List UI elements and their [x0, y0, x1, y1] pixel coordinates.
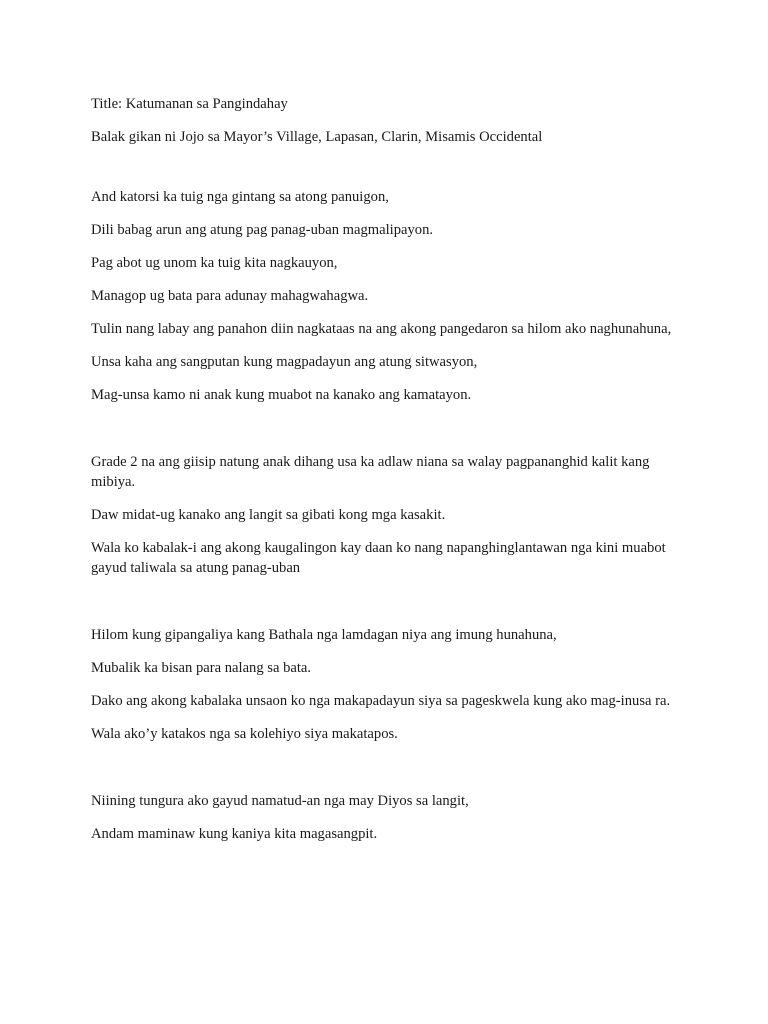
poem-line: Mubalik ka bisan para nalang sa bata. [91, 660, 312, 676]
spacer [91, 757, 676, 791]
stanza-1 [91, 187, 676, 405]
spacer [91, 160, 676, 187]
stanza-2 [91, 452, 676, 578]
stanza-4 [91, 791, 676, 844]
poem-line: And katorsi ka tuig nga gintang sa atong panuigon, [91, 189, 389, 205]
poem-document [91, 94, 676, 857]
author-line: Balak gikan ni Jojo sa Mayor’s Village, Lapasan, Clarin, Misamis Occidental [91, 129, 543, 145]
poem-line: Wala ko kabalak-i ang akong kaugalingon kay daan ko nang napanghinglantawan nga kini muabot gayud taliwala sa atung panag-uban [91, 540, 666, 576]
poem-line: Grade 2 na ang giisip natung anak dihang usa ka adlaw niana sa walay pagpananghid kalit kang mibiya. [91, 454, 650, 490]
stanza-3 [91, 625, 676, 744]
poem-line: Hilom kung gipangaliya kang Bathala nga lamdagan niya ang imung hunahuna, [91, 627, 557, 643]
poem-line: Tulin nang labay ang panahon diin nagkataas na ang akong pangedaron sa hilom ako naghunahuna, [91, 321, 672, 337]
poem-line: Wala ako’y katakos nga sa kolehiyo siya makatapos. [91, 726, 398, 742]
spacer [91, 591, 676, 625]
poem-line: Mag-unsa kamo ni anak kung muabot na kanako ang kamatayon. [91, 387, 472, 403]
poem-line: Daw midat-ug kanako ang langit sa gibati kong mga kasakit. [91, 507, 446, 523]
poem-line: Dako ang akong kabalaka unsaon ko nga makapadayun siya sa pageskwela kung ako mag-inusa ra. [91, 693, 671, 709]
poem-line: Dili babag arun ang atung pag panag-uban magmalipayon. [91, 222, 434, 238]
title-line: Title: Katumanan sa Pangindahay [91, 96, 288, 112]
poem-line: Pag abot ug unom ka tuig kita nagkauyon, [91, 255, 338, 271]
poem-line: Unsa kaha ang sangputan kung magpadayun ang atung sitwasyon, [91, 354, 478, 370]
poem-line: Andam maminaw kung kaniya kita magasangpit. [91, 826, 378, 842]
poem-line: Niining tungura ako gayud namatud-an nga may Diyos sa langit, [91, 793, 469, 809]
spacer [91, 418, 676, 452]
poem-line: Managop ug bata para adunay mahagwahagwa. [91, 288, 369, 304]
